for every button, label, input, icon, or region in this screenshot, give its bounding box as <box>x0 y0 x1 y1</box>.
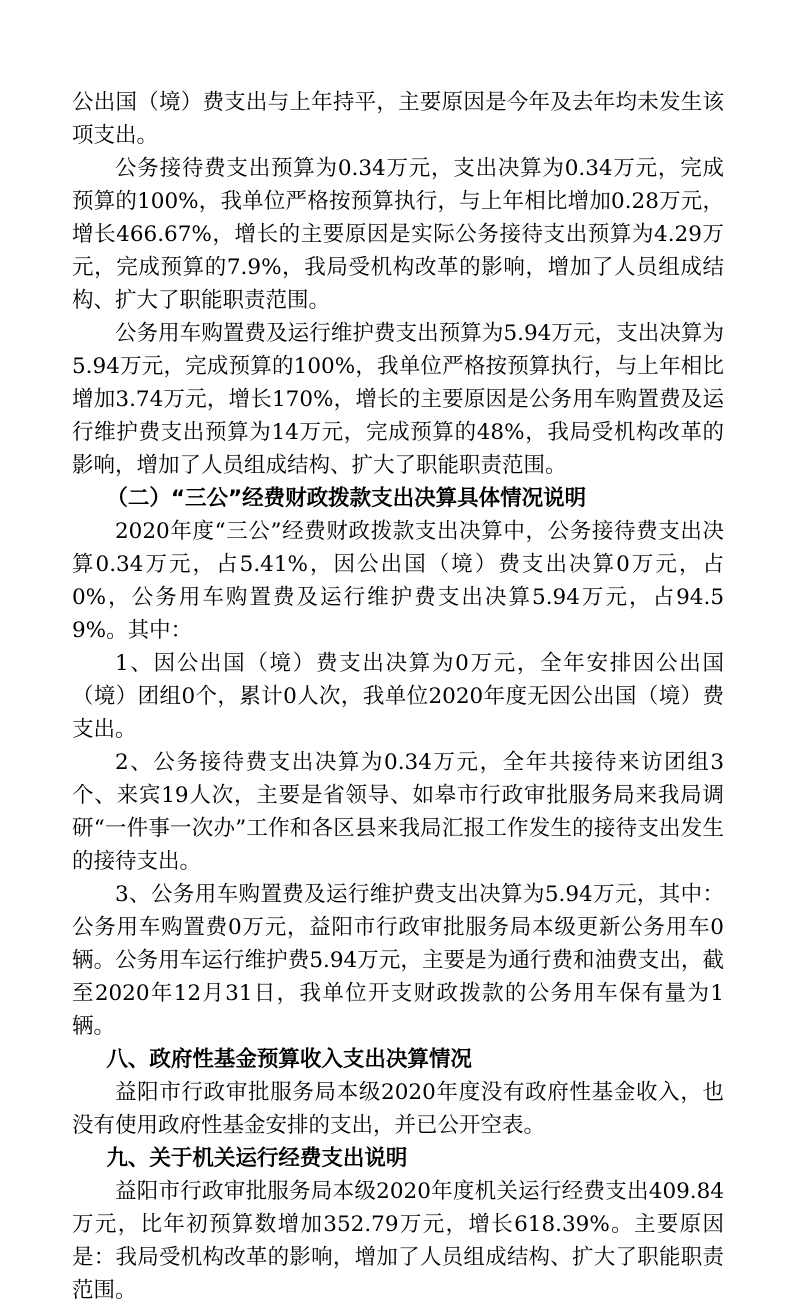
section-heading-8: 八、政府性基金预算收入支出决算情况 <box>106 1047 472 1072</box>
document-page <box>72 86 724 1307</box>
paragraph-9: 益阳市行政审批服务局本级2020年度机关运行经费支出409.84万元，比年初预算数增加352.79万元，增长618.39%。主要原因是：我局受机构改革的影响，增加了人员组成结构、扩大了职能职责范围。 <box>72 1179 724 1303</box>
paragraph-3: 公务用车购置费及运行维护费支出预算为5.94万元，支出决算为5.94万元，完成预算的100%，我单位严格按预算执行，与上年相比增加3.74万元，增长170%，增长的主要原因是公务用车购置费及运行维护费支出预算为14万元，完成预算的48%，我局受机构改革的影响，增加了人员组成结构、扩大了职能职责范围。 <box>72 321 724 478</box>
paragraph-4: 2020年度“三公”经费财政拨款支出决算中，公务接待费支出决算0.34万元，占5.41%，因公出国（境）费支出决算0万元，占0%，公务用车购置费及运行维护费支出决算5.94万元，占94.59%。其中： <box>72 519 724 643</box>
paragraph-6: 2、公务接待费支出决算为0.34万元，全年共接待来访团组3个、来宾19人次，主要是省领导、如皋市行政审批服务局来我局调研“一件事一次办”工作和各区县来我局汇报工作发生的接待支出发生的接待支出。 <box>72 750 724 874</box>
paragraph-5: 1、因公出国（境）费支出决算为0万元，全年安排因公出国（境）团组0个，累计0人次，我单位2020年度无因公出国（境）费支出。 <box>72 651 724 742</box>
paragraph-8: 益阳市行政审批服务局本级2020年度没有政府性基金收入，也没有使用政府性基金安排的支出，并已公开空表。 <box>72 1080 724 1138</box>
section-heading-2: （二）“三公”经费财政拨款支出决算具体情况说明 <box>106 486 587 511</box>
paragraph-2: 公务接待费支出预算为0.34万元，支出决算为0.34万元，完成预算的100%，我单位严格按预算执行，与上年相比增加0.28万元，增长466.67%，增长的主要原因是实际公务接待支出预算为4.29万元，完成预算的7.9%，我局受机构改革的影响，增加了人员组成结构、扩大了职能职责范围。 <box>72 156 724 313</box>
paragraph-1: 公出国（境）费支出与上年持平，主要原因是今年及去年均未发生该项支出。 <box>72 90 724 148</box>
section-heading-9: 九、关于机关运行经费支出说明 <box>106 1146 408 1171</box>
paragraph-7: 3、公务用车购置费及运行维护费支出决算为5.94万元，其中：公务用车购置费0万元，益阳市行政审批服务局本级更新公务用车0辆。公务用车运行维护费5.94万元，主要是为通行费和油费支出，截至2020年12月31日，我单位开支财政拨款的公务用车保有量为1辆。 <box>72 882 724 1039</box>
